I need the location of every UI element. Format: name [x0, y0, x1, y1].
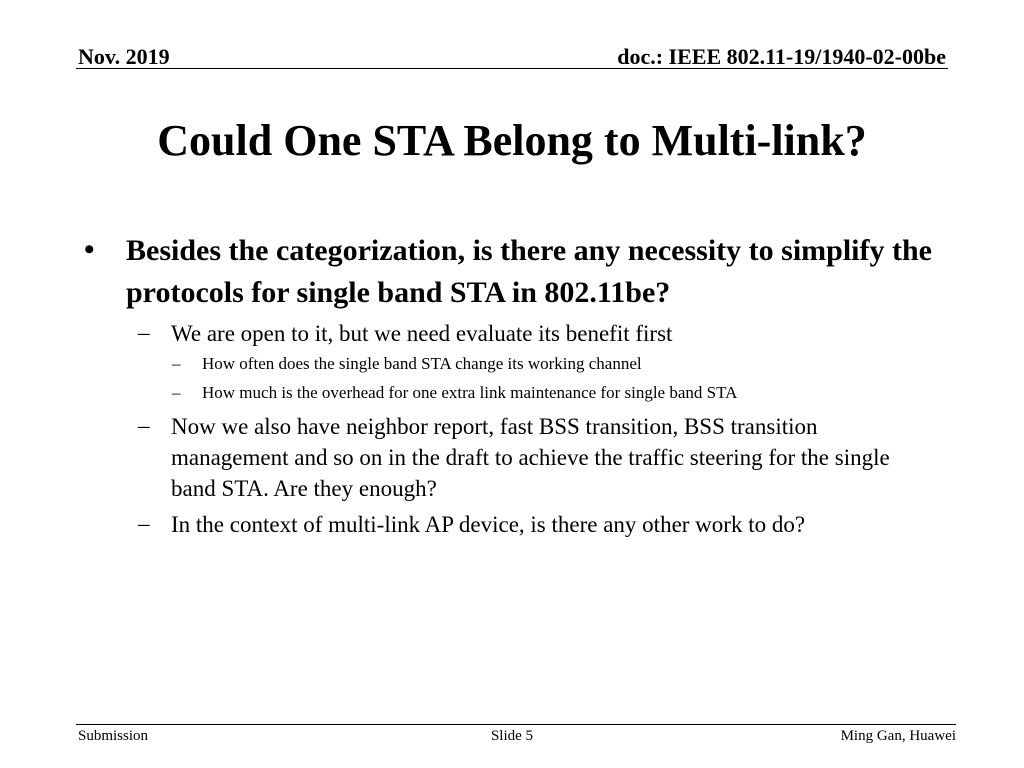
bullet-icon: •	[84, 233, 95, 266]
sub-sub-point-text: How often does the single band STA change its working channel	[202, 354, 642, 373]
dash-icon: –	[138, 320, 150, 345]
sub-point-text: In the context of multi-link AP device, is there any other work to do?	[171, 512, 806, 537]
sub-point-text: We are open to it, but we need evaluate its benefit first	[171, 321, 673, 346]
header-doc-id: doc.: IEEE 802.11-19/1940-02-00be	[617, 44, 946, 69]
bullet-point-text: Besides the categorization, is there any necessity to simplify the protocols for single band STA in 802.11be?	[126, 234, 933, 309]
dash-icon: –	[172, 383, 181, 402]
dash-icon: –	[138, 511, 150, 536]
dash-icon: –	[138, 413, 150, 438]
header-date: Nov. 2019	[78, 44, 170, 69]
footer-author: Ming Gan, Huawei	[840, 728, 956, 744]
sub-sub-point-text: How much is the overhead for one extra link maintenance for single band STA	[202, 383, 738, 402]
slide-title: Could One STA Belong to Multi-link?	[157, 116, 867, 165]
sub-point-text: Now we also have neighbor report, fast BSS transition, BSS transition management and so on in the draft to achieve the traffic steering for the single band STA. Are they enough?	[171, 414, 890, 501]
footer-slide-number: Slide 5	[490, 728, 534, 744]
footer-submission: Submission	[78, 728, 149, 744]
header-divider	[76, 68, 948, 69]
dash-icon: –	[172, 354, 181, 373]
footer-divider	[76, 724, 956, 725]
